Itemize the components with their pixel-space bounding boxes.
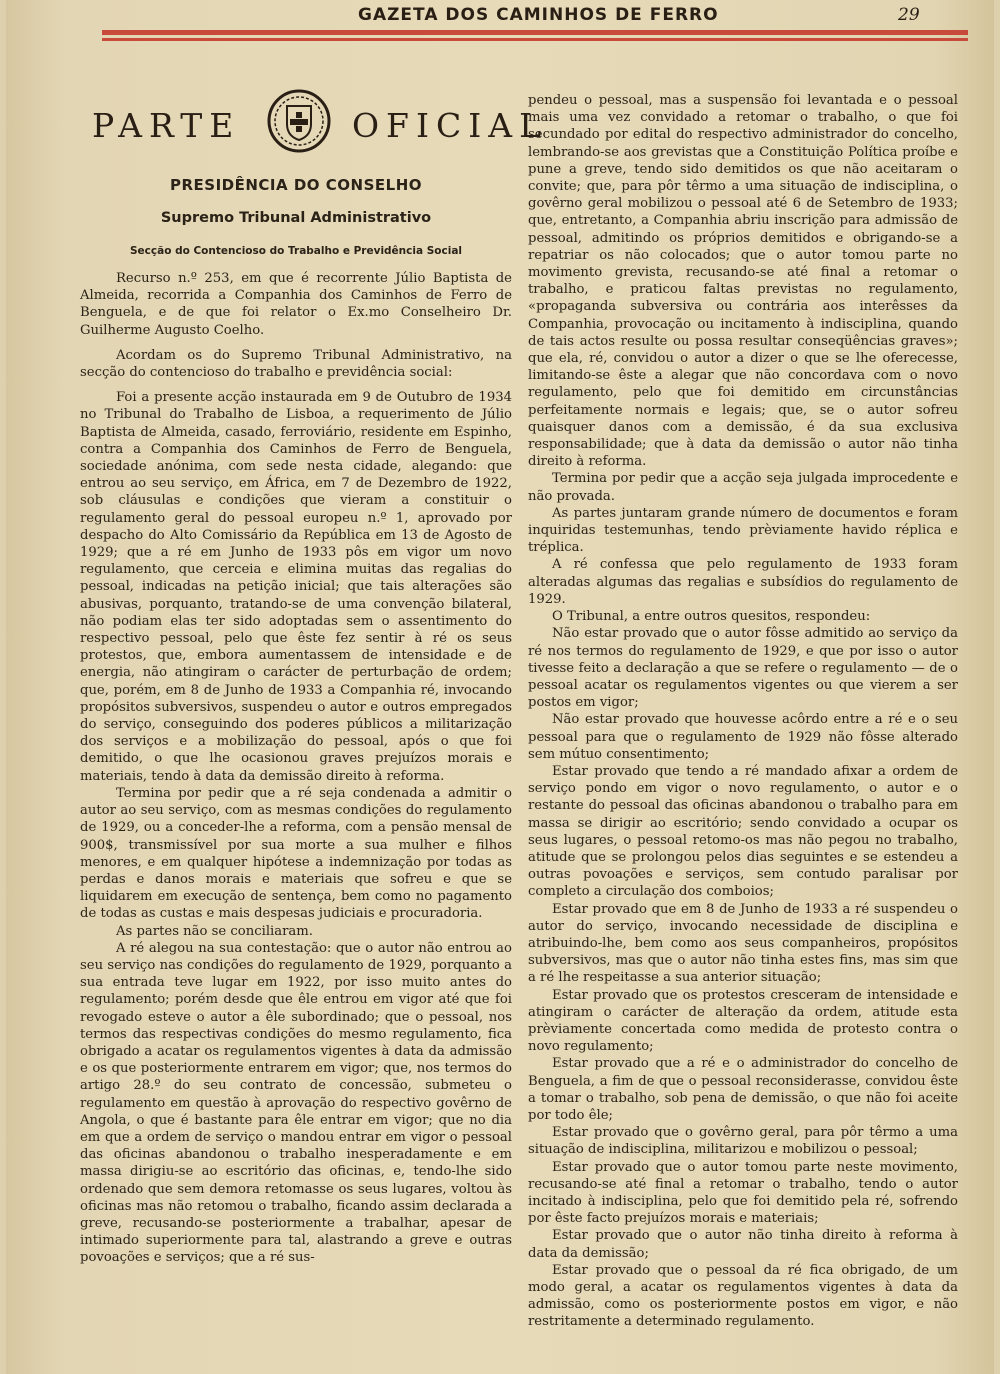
paragraph: Estar provado que em 8 de Junho de 1933 a ré suspendeu o autor do serviço, invocando necessidade de disciplina e atribuindo-lhe, bem como aos seus companheiros, propósitos subversivos, mas que o autor não tinha estes fins, mas sim que a ré lhe respeitasse a sua anterior situação; [528,901,958,986]
coat-of-arms-icon [266,88,332,154]
paragraph: pendeu o pessoal, mas a suspensão foi levantada e o pessoal mais uma vez convidado a retomar o trabalho, o que foi secundado por edital do respectivo administrador do concelho, lembrando-se aos grevistas que a Constituição Política proíbe e pune a greve, tendo sido demitidos os que não aceitaram o convite; que, para pôr têrmo a uma situação de indisciplina, o govêrno geral mobilizou o pessoal até 6 de Setembro de 1933; que, entretanto, a Companhia abriu inscrição para admissão de pessoal, admitindo os próprios demitidos e obrigando-se a repatriar os não colocados; que o autor tomou parte no movimento grevista, recusando-se até final a retomar o trabalho, e praticou faltas previstas no regulamento, «propaganda subversiva ou contrária aos interêsses da Companhia, provocação ou incitamento à indisciplina, quando de tais actos resulte ou possa resultar conseqüências graves»; que ela, ré, convidou o autor a dizer o que se lhe oferecesse, limitando-se êste a alegar que não concordava com o novo regulamento, pelo que foi demitido em circunstâncias perfeitamente normais e legais; que, se o autor sofreu quaisquer danos com a demissão, é da sua exclusiva responsabilidade; que à data da demissão o autor não tinha direito à reforma. [528,93,958,470]
paragraph: Recurso n.º 253, em que é recorrente Júlio Baptista de Almeida, recorrida a Companhia dos Caminhos de Ferro de Benguela, e de que foi relator o Ex.mo Conselheiro Dr. Guilherme Augusto Coelho. [80,271,512,338]
paragraph: As partes não se conciliaram. [116,923,313,939]
publication-title: GAZETA DOS CAMINHOS DE FERRO [358,5,719,25]
paragraph: Estar provado que o autor não tinha direito à reforma à data da demissão; [528,1228,958,1261]
subsection-heading: Supremo Tribunal Administrativo [160,210,432,226]
left-column [80,270,512,1267]
page-number: 29 [898,5,920,25]
paragraph: Estar provado que os protestos cresceram de intensidade e atingiram o carácter de alteração da ordem, atitude esta prèviamente concertada como medida de protesto contra o novo regulamento; [528,987,958,1055]
paragraph: Acordam os do Supremo Tribunal Administrativo, na secção do contencioso do trabalho e previdência social: [80,347,512,381]
right-column [528,92,958,1331]
paragraph: Estar provado que o govêrno geral, para pôr têrmo a uma situação de indisciplina, militarizou e mobilizou o pessoal; [528,1125,958,1158]
section-heading: PRESIDÊNCIA DO CONSELHO [170,176,422,194]
header-rule-thin [102,38,968,41]
masthead [86,102,549,154]
paragraph: Estar provado que o autor tomou parte neste movimento, recusando-se até final a retomar o trabalho, tendo o autor incitado à indisciplina, pelo que foi demitido pela ré, sofrendo por êste facto prejuízos morais e materiais; [528,1159,958,1227]
page-header [6,0,994,42]
paragraph: Estar provado que tendo a ré mandado afixar a ordem de serviço pondo em vigor o novo regulamento, o autor e o restante do pessoal das oficinas abandonou o trabalho para em massa se dirigir ao escritório; sendo convidado a ocupar os seus lugares, o pessoal retomo-os mas não pegou no trabalho, atitude que se prolongou pelos dias seguintes e se estendeu a outras povoações e serviços, sem contudo paralisar por completo a circulação dos comboios; [528,763,958,900]
masthead-left: PARTE [92,106,241,145]
header-rule [102,30,968,35]
paragraph: A ré alegou na sua contestação: que o autor não entrou ao seu serviço nas condições do regulamento de 1929, porquanto a sua entrada teve lugar em 1922, por isso muito antes do regulamento; porém desde que êle entrou em vigor até que foi revogado esteve o autor a êle subordinado; que o pessoal, nos termos das respectivas condições do mesmo regulamento, fica obrigado a acatar os regulamentos vigentes à data da admissão e os que posteriormente entrarem em vigor; que, nos termos do artigo 28.º do seu contrato de concessão, submeteu o regulamento em questão à aprovação do respectivo govêrno de Angola, o que é bastante para êle entrar em vigor; que no dia em que a ordem de serviço o mandou entrar em vigor o pessoal das oficinas abandonou o trabalho inesperadamente e em massa dirigiu-se ao escritório das oficinas, e, tendo-lhe sido ordenado que sem demora retomasse os seus lugares, voltou às oficinas mas não retomou o trabalho, ficando assim declarada a greve, recusando-se posteriormente a trabalhar, apesar de intimado superiormente para tal, alastrando a greve e outras povoações e serviços; que a ré sus- [80,940,512,1266]
paragraph: Não estar provado que o autor fôsse admitido ao serviço da ré nos termos do regulamento de 1929, e que por isso o autor tivesse feito a declaração a que se refere o regulamento — de o pessoal acatar os regulamentos vigentes ou que vierem a ser postos em vigor; [528,626,958,711]
subsubsection-heading: Secção do Contencioso do Trabalho e Previdência Social [129,245,463,257]
paragraph: Estar provado que o pessoal da ré fica obrigado, de um modo geral, a acatar os regulamentos vigentes à data da admissão, como os posteriormente postos em vigor, e não restritamente a determinado regulamento. [528,1262,958,1330]
paragraph: Termina por pedir que a ré seja condenada a admitir o autor ao seu serviço, com as mesmas condições do regulamento de 1929, ou a conceder-lhe a reforma, com a pensão mensal de 900$, transmissível por sua morte a sua mulher e filhos menores, e em qualquer hipótese a indemnização por todas as perdas e danos morais e materiais que sofreu e que se liquidarem em execução de sentença, bem como no pagamento de todas as custas e mais despesas judiciais e procuradoria. [80,785,512,922]
paragraph: Estar provado que a ré e o administrador do concelho de Benguela, a fim de que o pessoal reconsiderasse, convidou êste a tomar o trabalho, sob pena de demissão, o que não foi aceite por todo êle; [528,1056,958,1123]
paragraph: As partes juntaram grande número de documentos e foram inquiridas testemunhas, tendo prèviamente havido réplica e tréplica. [528,505,958,556]
newspaper-page [6,0,994,1374]
paragraph: O Tribunal, a entre outros quesitos, respondeu: [552,609,871,625]
paragraph: Não estar provado que houvesse acôrdo entre a ré e o seu pessoal para que o regulamento de 1929 não fôsse alterado sem mútuo consentimento; [528,712,958,762]
paragraph: Foi a presente acção instaurada em 9 de Outubro de 1934 no Tribunal do Trabalho de Lisboa, a requerimento de Júlio Baptista de Almeida, casado, ferroviário, residente em Espinho, contra a Companhia dos Caminhos de Ferro de Benguela, sociedade anónima, com sede nesta cidade, alegando: que entrou ao seu serviço, em África, em 7 de Dezembro de 1922, sob cláusulas e condições que vieram a constituir o regulamento geral do pessoal europeu n.º 1, aprovado por despacho do Alto Comissário da República em 13 de Agosto de 1929; que a ré em Junho de 1933 pôs em vigor um novo regulamento, que cerceia e elimina muitas das regalias do pessoal, indicadas na petição inicial; que tais alterações são abusivas, porquanto, tratando-se de uma convenção bilateral, não podiam elas ter sido adoptadas sem o assentimento do respectivo pessoal, pelo que êste fez sentir à ré os seus protestos, que, embora aumentassem de intensidade e de energia, não atingiram o carácter de perturbação de ordem; que, porém, em 8 de Junho de 1933 a Companhia ré, invocando propósitos subversivos, suspendeu o autor e outros empregados do serviço, conseguindo dos poderes públicos a militarização dos serviços e a mobilização do pessoal, após o que foi demitido, o que lhe ocasionou graves prejuízos morais e materiais, tendo à data da demissão direito à reforma. [80,390,512,784]
masthead-right: OFICIAL [352,106,549,145]
paragraph: Termina por pedir que a acção seja julgada improcedente e não provada. [528,471,958,504]
paragraph: A ré confessa que pelo regulamento de 1933 foram alteradas algumas das regalias e subsídios do regulamento de 1929. [528,557,958,607]
